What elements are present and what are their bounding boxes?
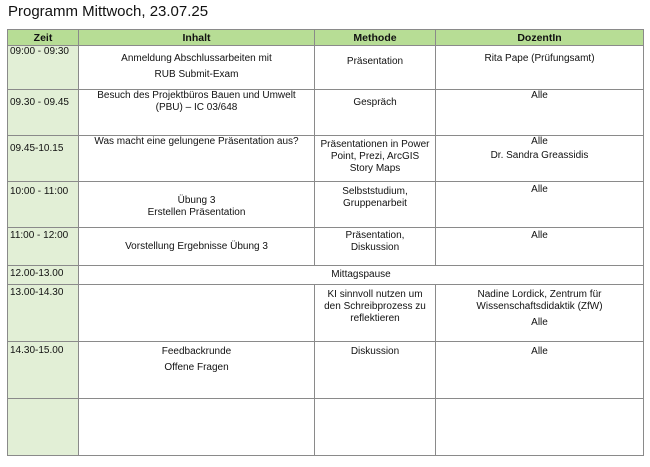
content-line: Anmeldung Abschlussarbeiten mit bbox=[121, 53, 272, 64]
method-line: Präsentationen in Power bbox=[320, 139, 430, 150]
method-line: Präsentation bbox=[346, 56, 404, 67]
lecturer-cell bbox=[436, 90, 644, 136]
table-row bbox=[8, 182, 644, 228]
method-cell bbox=[315, 46, 436, 90]
content-line: Erstellen Präsentation bbox=[147, 207, 246, 218]
lecturer-cell bbox=[436, 46, 644, 90]
method-line: Point, Prezi, ArcGIS bbox=[330, 151, 420, 162]
content-cell bbox=[79, 285, 315, 342]
time-cell bbox=[8, 182, 79, 228]
lecturer-cell bbox=[436, 399, 644, 456]
table-row bbox=[8, 46, 644, 90]
method-line: den Schreibprozess zu bbox=[324, 301, 426, 312]
method-line: Story Maps bbox=[349, 163, 401, 174]
content-cell bbox=[79, 46, 315, 90]
time-cell bbox=[8, 136, 79, 182]
content-cell bbox=[79, 342, 315, 399]
lecturer-line: Rita Pape (Prüfungsamt) bbox=[484, 53, 595, 64]
header-dozentin: DozentIn bbox=[436, 30, 644, 46]
method-cell bbox=[315, 342, 436, 399]
time-text: 11:00 - 12:00 bbox=[10, 230, 69, 241]
method-line: Gespräch bbox=[353, 97, 397, 108]
method-line: Gruppenarbeit bbox=[343, 198, 407, 209]
content-line: Feedbackrunde bbox=[161, 346, 232, 357]
time-cell bbox=[8, 399, 79, 456]
time-cell: 09:00 - 09:30 bbox=[8, 46, 79, 90]
content-line: Offene Fragen bbox=[164, 362, 229, 373]
header-row bbox=[8, 30, 644, 46]
header-zeit: Zeit bbox=[8, 30, 79, 46]
method-cell bbox=[315, 285, 436, 342]
lecturer-line: Dr. Sandra Greassidis bbox=[490, 150, 589, 161]
time-text: 09.30 - 09.45 bbox=[10, 97, 69, 108]
lecturer-line: Nadine Lordick, Zentrum für bbox=[477, 289, 602, 300]
time-cell bbox=[8, 228, 79, 266]
time-cell bbox=[8, 90, 79, 136]
time-cell bbox=[8, 342, 79, 399]
method-line: KI sinnvoll nutzen um bbox=[327, 289, 423, 300]
lecturer-cell bbox=[436, 136, 644, 182]
lecturer-line: Alle bbox=[531, 230, 548, 241]
time-text: 13.00-14.30 bbox=[10, 287, 64, 298]
time-text: 09.45-10.15 bbox=[10, 143, 64, 154]
table-row bbox=[8, 399, 644, 456]
method-cell bbox=[315, 182, 436, 228]
lecturer-line: Wissenschaftsdidaktik (ZfW) bbox=[476, 301, 603, 312]
lunch-break-cell bbox=[79, 266, 644, 285]
time-text: 10:00 - 11:00 bbox=[10, 186, 69, 197]
table-row bbox=[8, 266, 644, 285]
method-cell bbox=[315, 399, 436, 456]
time-text: 14.30-15.00 bbox=[10, 345, 64, 356]
content-cell bbox=[79, 399, 315, 456]
content-cell bbox=[79, 182, 315, 228]
method-cell bbox=[315, 228, 436, 266]
lecturer-cell bbox=[436, 228, 644, 266]
content-cell bbox=[79, 90, 315, 136]
method-line: Diskussion bbox=[350, 346, 400, 357]
table-row bbox=[8, 90, 644, 136]
lunch-break-label: Mittagspause bbox=[331, 269, 391, 280]
content-line: (PBU) – IC 03/648 bbox=[155, 102, 238, 113]
lecturer-line: Alle bbox=[531, 136, 548, 147]
lecturer-cell bbox=[436, 182, 644, 228]
time-text: 12.00-13.00 bbox=[10, 268, 64, 279]
lecturer-cell bbox=[436, 285, 644, 342]
lecturer-line: Alle bbox=[531, 90, 548, 101]
method-line: reflektieren bbox=[350, 313, 400, 324]
table-row bbox=[8, 285, 644, 342]
method-line: Präsentation, bbox=[345, 230, 405, 241]
time-cell bbox=[8, 266, 79, 285]
header-inhalt: Inhalt bbox=[79, 30, 315, 46]
time-cell bbox=[8, 285, 79, 342]
method-line: Selbststudium, bbox=[342, 186, 408, 197]
content-line: Übung 3 bbox=[177, 195, 216, 206]
table-row bbox=[8, 136, 644, 182]
table-row bbox=[8, 342, 644, 399]
content-line: Besuch des Projektbüros Bauen und Umwelt bbox=[97, 90, 296, 101]
method-cell bbox=[315, 136, 436, 182]
table-row bbox=[8, 228, 644, 266]
lecturer-line: Alle bbox=[531, 317, 548, 328]
method-line: Diskussion bbox=[350, 242, 400, 253]
content-line: RUB Submit-Exam bbox=[154, 69, 239, 80]
page-title: Programm Mittwoch, 23.07.25 bbox=[8, 3, 209, 20]
content-line: Vorstellung Ergebnisse Übung 3 bbox=[125, 241, 268, 252]
content-cell bbox=[79, 136, 315, 182]
schedule-table bbox=[7, 29, 644, 456]
content-line: Was macht eine gelungene Präsentation aus? bbox=[94, 136, 299, 147]
header-methode: Methode bbox=[315, 30, 436, 46]
lecturer-line: Alle bbox=[531, 346, 548, 357]
lecturer-cell bbox=[436, 342, 644, 399]
content-cell bbox=[79, 228, 315, 266]
method-cell bbox=[315, 90, 436, 136]
lecturer-line: Alle bbox=[531, 184, 548, 195]
